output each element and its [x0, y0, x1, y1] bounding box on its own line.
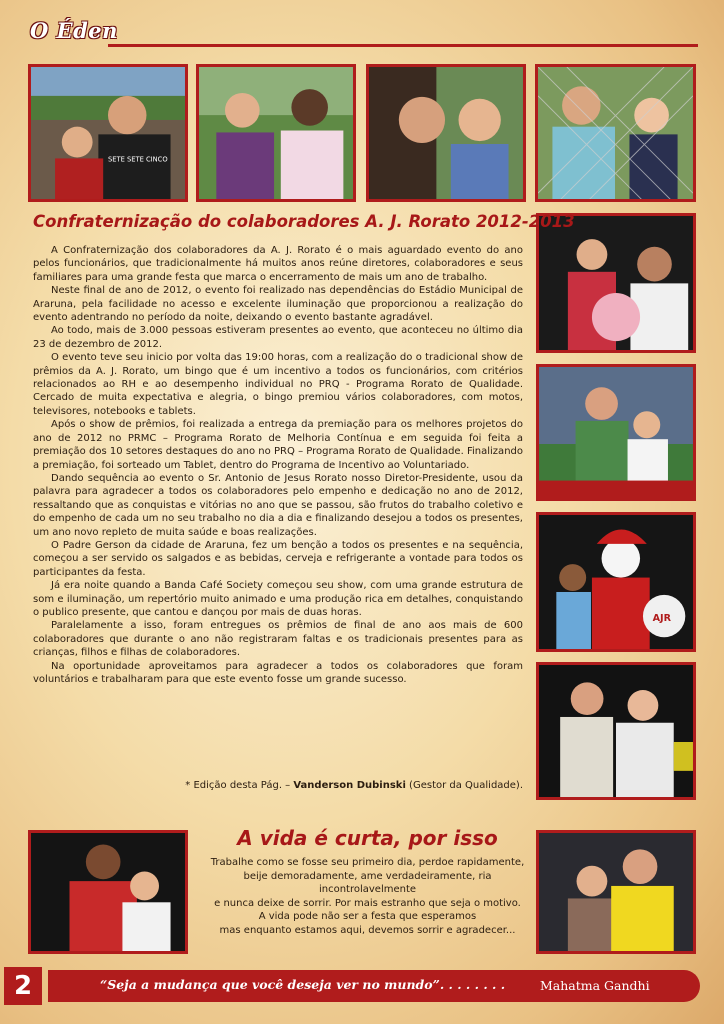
quote-dots: . . . . . . . . [439, 977, 506, 992]
photo-couple-crowd-image [31, 67, 185, 200]
photo-couple-jersey-image [539, 833, 693, 952]
article-paragraph: Ao todo, mais de 3.000 pessoas estiveram presentes ao evento, que aconteceu no último dia 23 de dezembro de 2012. [33, 325, 523, 350]
photo-kids-fence-image [538, 67, 693, 200]
article-paragraph: Já era noite quando a Banda Café Society começou seu show, com uma grande estrutura de som e iluminação, um repertório muito animado e uma produção rica em detalhes, conquistando o publico presente, que cantou e dançou por mais de duas horas. [33, 580, 523, 618]
photo-santa-kids-image [539, 515, 693, 650]
quote-author: Mahatma Gandhi [540, 978, 650, 993]
credit-suffix: (Gestor da Qualidade). [405, 780, 523, 791]
footer-quote [100, 977, 505, 992]
photo-father-daughter-balloon [536, 213, 696, 353]
poem-line: beije demoradamente, ame verdadeiramente, ria [243, 870, 492, 882]
header-rule [108, 44, 698, 47]
article-paragraph: Na oportunidade aproveitamos para agradecer a todos os colaboradores que foram voluntários e trabalharam para que este evento fosse um grande sucesso. [33, 660, 523, 685]
photo-santa-kids [536, 512, 696, 652]
poem-line: mas enquanto estamos aqui, devemos sorrir e agradecer... [219, 924, 516, 936]
photo-couple-night-image [31, 833, 185, 952]
article-paragraph: O Padre Gerson da cidade de Araruna, fez um benção a todos os presentes e na sequência, começou a ser servido os salgados e as bebidas, cerveja e refrigerante a vontade para todos os participantes da festa. [33, 539, 523, 578]
photo-man-boy-stadium-image [539, 367, 693, 499]
magazine-title: O Éden [30, 18, 118, 43]
edition-credit [33, 780, 523, 791]
credit-name: Vanderson Dubinski [293, 780, 406, 791]
poem-line: Trabalhe como se fosse seu primeiro dia, perdoe rapidamente, [210, 857, 525, 868]
ball-logo: AJR [652, 612, 671, 624]
photo-couple-jersey [536, 830, 696, 954]
quote-text: “Seja a mudança que você deseja ver no mundo” [100, 977, 440, 992]
poem-line: A vida pode não ser a festa que esperamos [258, 911, 477, 923]
article-body [33, 244, 523, 686]
photo-couple-field [196, 64, 356, 202]
page-number: 2 [4, 967, 42, 1005]
article-paragraph: Neste final de ano de 2012, o evento foi realizado nas dependências do Estádio Municipal de Araruna, pela facilidade no acesso e excelente iluminação que proporcionou a realização do evento adentrando no período da noite, deixando o evento bastante agradável. [33, 285, 523, 324]
photo-father-daughter-balloon-image [539, 216, 693, 351]
photo-couple-night [28, 830, 188, 954]
article-paragraph: Após o show de prêmios, foi realizada a entrega da premiação para os melhores projetos do ano de 2012 no PRMC – Programa Rorato de Melhoria Contínua e em seguida foi feita a premiação dos 10 setores destaques do ano no PRQ – Programa Rorato de Qualidade. Finalizando a premiação, foi sorteado um Tablet, dentro do Programa de Incentivo ao Voluntariado. [33, 419, 523, 471]
vida-title: A vida é curta, por isso [237, 826, 498, 850]
article-paragraph: O evento teve seu inicio por volta das 19:00 horas, com a realização do o tradicional show de prêmios da A. J. Rorato, um bingo que é um incentivo a todos os funcionários, com critérios relacionados ao RH e ao desempenho individual no PRQ - Programa Rorato de Qualidade. Cercado de muita expectativa e alegria, o bingo premiou vários colaboradores, com motos, televisores, notebooks e tablets. [33, 352, 523, 417]
article-title: Confraternização do colaboradores A. J. Rorato 2012-2013 [33, 212, 575, 231]
photo-couple-field-image [199, 67, 353, 200]
photo-handshake [536, 662, 696, 800]
vida-poem [200, 856, 535, 938]
poem-line: e nunca deixe de sorrir. Por mais estranho que seja o motivo. [214, 897, 521, 909]
credit-prefix: * Edição desta Pág. – [185, 780, 294, 791]
photo-kids-fence [535, 64, 696, 202]
article-paragraph: A Confraternização dos colaboradores da A. J. Rorato é o mais aguardado evento do ano pelos funcionários, que tradicionalmente há muitos anos reúne diretores, colaboradores e seus familiares para uma grande festa que marca o encerramento de mais um ano de trabalho. [33, 245, 523, 283]
photo-handshake-image [539, 665, 693, 798]
photo-mother-child [366, 64, 526, 202]
article-paragraph: Paralelamente a isso, foram entregues os prêmios de final de ano aos mais de 600 colaboradores que durante o ano não registraram faltas e os tradicionais presentes para as crianças, filhos e filhas de colaboradores. [33, 620, 523, 659]
photo-man-boy-stadium [536, 364, 696, 501]
photo-couple-crowd [28, 64, 188, 202]
article-paragraph: Dando sequência ao evento o Sr. Antonio de Jesus Rorato nosso Diretor-Presidente, usou da palavra para agradecer a todos os colaboradores pelo empenho e dedicação no ano de 2012, ressaltando que as conquistas e vitórias no ano que se passou, são frutos do trabalho coletivo e do empenho de cada um no seu trabalho no dia a dia e finalizando desejou a todos os presentes, um ano novo repleto de muita saúde e boas realizações. [33, 472, 523, 538]
photo-mother-child-image [369, 67, 523, 200]
shirt-text: SETE SETE CINCO [107, 155, 168, 164]
poem-line: incontrolavelmente [318, 884, 417, 896]
